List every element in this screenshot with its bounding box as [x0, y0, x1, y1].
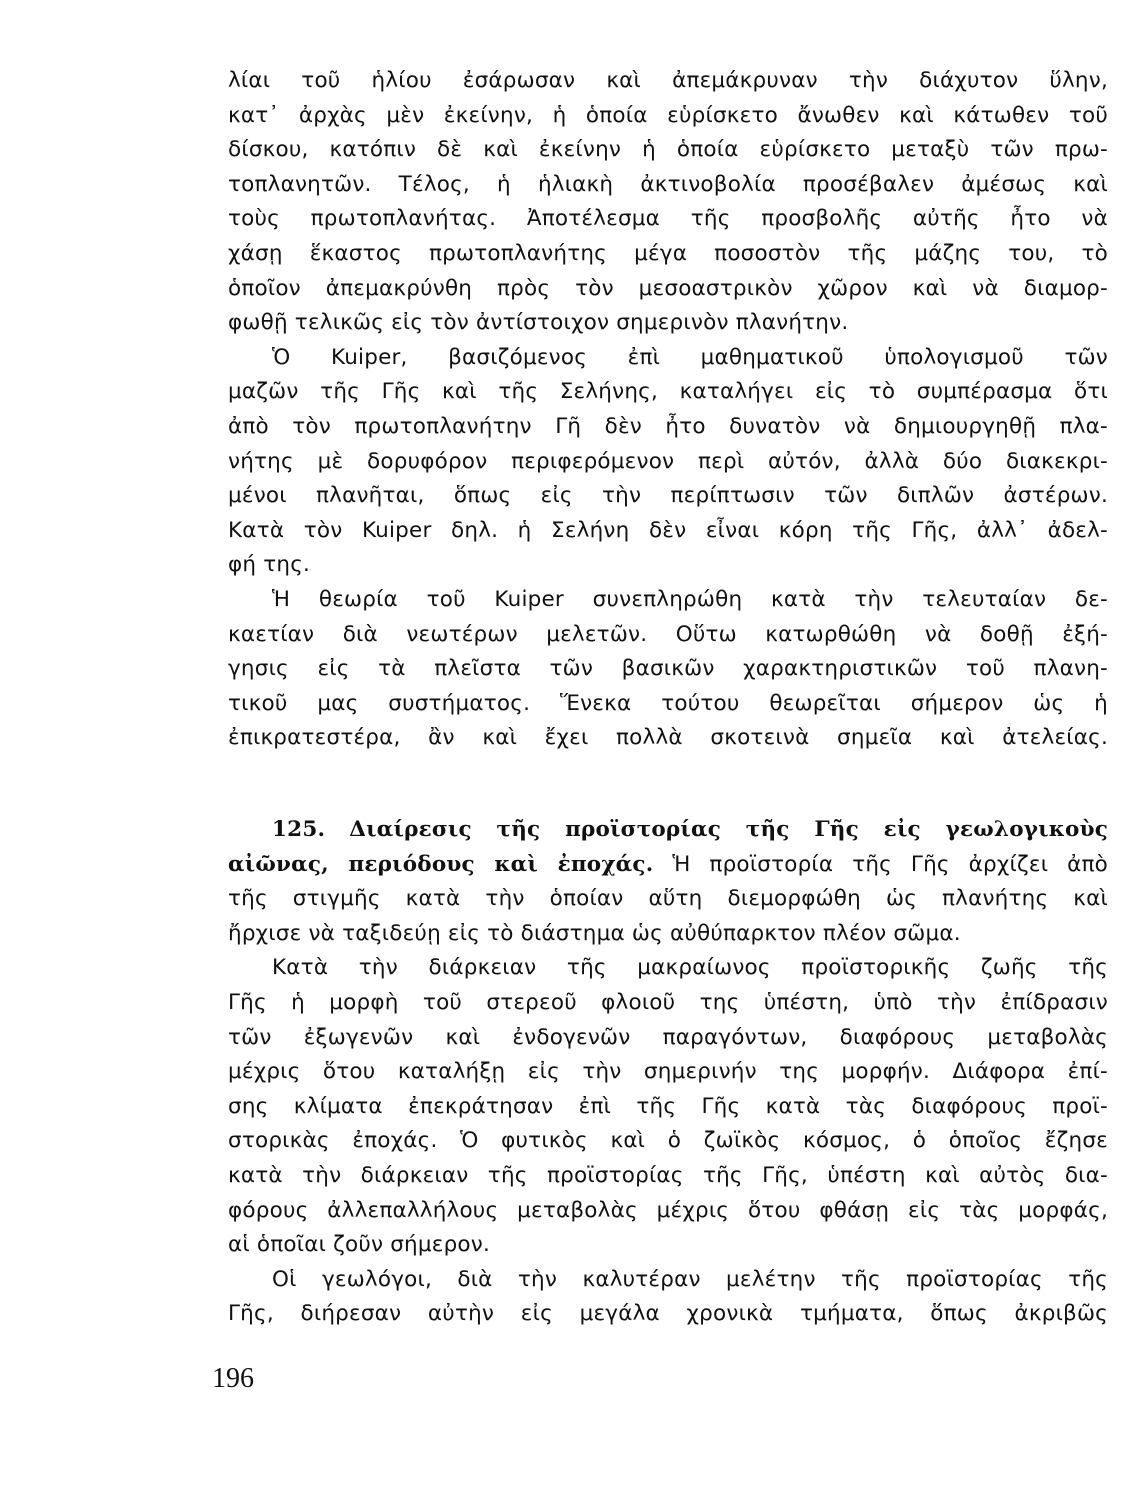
text-line: μένοι πλανῆται, ὅπως εἰς τὴν περίπτωσιν τῶν διπλῶν ἀστέρων.: [228, 483, 1108, 509]
text-line: καετίαν διὰ νεωτέρων μελετῶν. Οὕτω κατωρθώθη νὰ δοθῇ ἐξή-: [228, 621, 1108, 647]
text-line: Κατὰ τὴν διάρκειαν τῆς μακραίωνος προϊστορικῆς ζωῆς τῆς: [272, 955, 1108, 981]
text-line: Ἡ θεωρία τοῦ Kuiper συνεπληρώθη κατὰ τὴν τελευταίαν δε-: [272, 586, 1108, 612]
text-line: τοὺς πρωτοπλανήτας. Ἀποτέλεσμα τῆς προσβολῆς αὐτῆς ἦτο νὰ: [228, 206, 1108, 232]
text-block-lower: [228, 813, 1108, 1332]
text-line: τοπλανητῶν. Τέλος, ἡ ἡλιακὴ ἀκτινοβολία προσέβαλεν ἀμέσως καὶ: [228, 171, 1108, 197]
text-line: Κατὰ τὸν Kuiper δηλ. ἡ Σελήνη δὲν εἶναι κόρη τῆς Γῆς, ἀλλ᾽ ἀδελ-: [228, 517, 1108, 543]
text-line: Γῆς ἡ μορφὴ τοῦ στερεοῦ φλοιοῦ της ὑπέστη, ὑπὸ τὴν ἐπίδρασιν: [228, 989, 1108, 1015]
section-number: 125.: [272, 817, 326, 842]
text-line: φόρους ἀλλεπαλλήλους μεταβολὰς μέχρις ὅτου φθάσῃ εἰς τὰς μορφάς,: [228, 1197, 1108, 1223]
section-title: Διαίρεσις τῆς προϊστορίας τῆς Γῆς εἰς γεωλογικοὺς: [349, 817, 1108, 842]
text-line: τῶν ἐξωγενῶν καὶ ἐνδογενῶν παραγόντων, διαφόρους μεταβολὰς: [228, 1024, 1108, 1050]
text-line: ἤρχισε νὰ ταξιδεύῃ εἰς τὸ διάστημα ὡς αὐθύπαρκτον πλέον σῶμα.: [228, 920, 961, 946]
section-heading-line: [228, 813, 1108, 848]
text-line: κατὰ τὴν διάρκειαν τῆς προϊστορίας τῆς Γῆς, ὑπέστη καὶ αὐτὸς δια-: [228, 1162, 1108, 1188]
text-line: φωθῇ τελικῶς εἰς τὸν ἀντίστοιχον σημερινὸν πλανήτην.: [228, 310, 849, 336]
text-line: στορικὰς ἐποχάς. Ὁ φυτικὸς καὶ ὁ ζωϊκὸς κόσμος, ὁ ὁποῖος ἔζησε: [228, 1128, 1108, 1154]
text-line: λίαι τοῦ ἡλίου ἐσάρωσαν καὶ ἀπεμάκρυναν τὴν διάχυτον ὕλην,: [228, 68, 1108, 93]
text-line: δίσκου, κατόπιν δὲ καὶ ἐκείνην ἡ ὁποία εὑρίσκετο μεταξὺ τῶν πρω-: [228, 137, 1108, 163]
text-line: μέχρις ὅτου καταλήξῃ εἰς τὴν σημερινήν της μορφήν. Διάφορα ἐπί-: [228, 1059, 1108, 1085]
text-line: κατ᾽ ἀρχὰς μὲν ἐκείνην, ἡ ὁποία εὑρίσκετο ἄνωθεν καὶ κάτωθεν τοῦ: [228, 102, 1108, 128]
text-line: ἀπὸ τὸν πρωτοπλανήτην Γῆ δὲν ἦτο δυνατὸν νὰ δημιουργηθῇ πλα-: [228, 413, 1108, 439]
text-line: Ὁ Kuiper, βασιζόμενος ἐπὶ μαθηματικοῦ ὑπολογισμοῦ τῶν: [272, 344, 1108, 370]
section-text-start: Ἡ προϊστορία τῆς Γῆς ἀρχίζει ἀπὸ: [672, 851, 1108, 877]
section-title-continued: αἰῶνας, περιόδους καὶ ἐποχάς.: [228, 851, 654, 877]
text-line: ὁποῖον ἀπεμακρύνθη πρὸς τὸν μεσοαστρικὸν χῶρον καὶ νὰ διαμορ-: [228, 275, 1108, 301]
text-line: χάσῃ ἕκαστος πρωτοπλανήτης μέγα ποσοστὸν τῆς μάζης του, τὸ: [228, 240, 1108, 266]
text-line: σης κλίματα ἐπεκράτησαν ἐπὶ τῆς Γῆς κατὰ τὰς διαφόρους προϊ-: [228, 1093, 1108, 1119]
text-line: τικοῦ μας συστήματος. Ἕνεκα τούτου θεωρεῖται σήμερον ὡς ἡ: [228, 690, 1108, 716]
text-line: αἱ ὁποῖαι ζοῦν σήμερον.: [228, 1232, 491, 1258]
text-line: γησις εἰς τὰ πλεῖστα τῶν βασικῶν χαρακτηριστικῶν τοῦ πλανη-: [228, 656, 1108, 682]
page-number: 196: [212, 1363, 254, 1394]
text-line: ἐπικρατεστέρα, ἂν καὶ ἔχει πολλὰ σκοτεινὰ σημεῖα καὶ ἀτελείας.: [228, 725, 1108, 751]
text-line: φή της.: [228, 552, 311, 578]
text-line: μαζῶν τῆς Γῆς καὶ τῆς Σελήνης, καταλήγει εἰς τὸ συμπέρασμα ὅτι: [228, 379, 1108, 405]
section-heading-line: [228, 848, 1108, 883]
text-line: Οἱ γεωλόγοι, διὰ τὴν καλυτέραν μελέτην τῆς προϊστορίας τῆς: [272, 1266, 1108, 1292]
text-line: Γῆς, διήρεσαν αὐτὴν εἰς μεγάλα χρονικὰ τμήματα, ὅπως ἀκριβῶς: [228, 1301, 1108, 1327]
text-line: τῆς στιγμῆς κατὰ τὴν ὁποίαν αὕτη διεμορφώθη ὡς πλανήτης καὶ: [228, 886, 1108, 912]
text-line: νήτης μὲ δορυφόρον περιφερόμενον περὶ αὐτόν, ἀλλὰ δύο διακεκρι-: [228, 448, 1108, 474]
text-block-upper: [228, 64, 1108, 756]
